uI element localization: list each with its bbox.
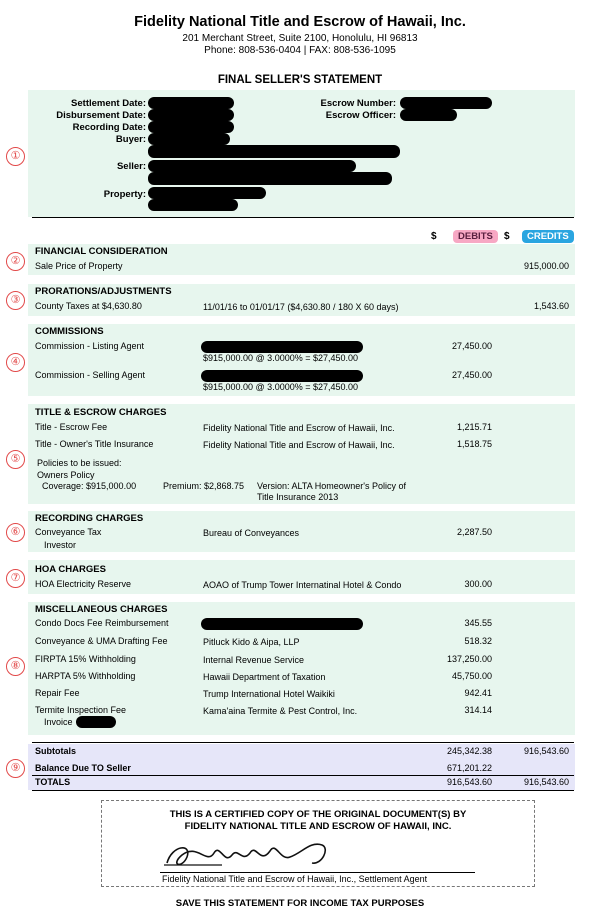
seller-label: Seller:	[116, 161, 146, 172]
settlement-agent: Fidelity National Title and Escrow of Hawaii, Inc., Settlement Agent	[162, 874, 428, 884]
certificate-line1: THIS IS A CERTIFIED COPY OF THE ORIGINAL DOCUMENT(S) BY	[169, 809, 467, 820]
certificate-line2: FIDELITY NATIONAL TITLE AND ESCROW OF HAWAII, INC.	[184, 821, 452, 832]
credits-header: CREDITS	[522, 230, 574, 243]
hoa-payee: AOAO of Trump Tower Internatinal Hotel & Condo	[203, 580, 402, 590]
hoa-debit: 300.00	[464, 579, 492, 589]
redaction	[148, 187, 266, 199]
marker-8: ⑧	[6, 657, 25, 676]
invoice-label: Invoice	[44, 717, 73, 727]
misc-row-debit: 137,250.00	[446, 654, 492, 664]
marker-9: ⑨	[6, 759, 25, 778]
commission-row-label: Commission - Selling Agent	[35, 370, 146, 380]
divider	[32, 775, 574, 776]
divider	[32, 217, 574, 218]
redaction	[400, 109, 457, 121]
misc-row-payee: Pitluck Kido & Aipa, LLP	[203, 637, 300, 647]
misc-row-label: Repair Fee	[35, 688, 80, 698]
misc-row-debit: 45,750.00	[451, 671, 492, 681]
company-name: Fidelity National Title and Escrow of Hawaii, Inc.	[134, 14, 466, 30]
prorations-title: PRORATIONS/ADJUSTMENTS	[35, 286, 172, 297]
commission-row-calc: $915,000.00 @ 3.0000% = $27,450.00	[203, 353, 359, 363]
commission-row-calc: $915,000.00 @ 3.0000% = $27,450.00	[203, 382, 359, 392]
statement-title: FINAL SELLER'S STATEMENT	[217, 74, 383, 86]
subtotals-label: Subtotals	[35, 746, 77, 756]
redaction	[148, 145, 400, 158]
policies-label: Policies to be issued:	[37, 458, 122, 468]
redaction	[148, 160, 356, 172]
misc-row-payee: Kama'aina Termite & Pest Control, Inc.	[203, 706, 358, 716]
county-taxes-label: County Taxes at $4,630.80	[35, 301, 142, 311]
recording-date-label: Recording Date:	[72, 122, 146, 133]
company-phone: Phone: 808-536-0404 | FAX: 808-536-1095	[204, 45, 396, 56]
county-taxes-detail: 11/01/16 to 01/01/17 ($4,630.80 / 180 X 60 days)	[203, 302, 399, 312]
escrow-number-label: Escrow Number:	[320, 98, 396, 109]
commission-row-debit: 27,450.00	[451, 341, 492, 351]
certificate-box	[101, 800, 535, 887]
sale-price-credit: 915,000.00	[523, 261, 569, 271]
recording-title: RECORDING CHARGES	[35, 513, 144, 524]
marker-7: ⑦	[6, 569, 25, 588]
redaction	[201, 341, 363, 353]
redaction	[148, 172, 392, 185]
redaction	[201, 618, 363, 630]
commission-row-label: Commission - Listing Agent	[35, 341, 145, 351]
misc-row-debit: 942.41	[464, 688, 492, 698]
property-label: Property:	[103, 189, 146, 200]
redaction	[148, 133, 230, 145]
redaction	[148, 121, 234, 133]
debits-dollar: $	[431, 231, 437, 242]
signature	[162, 835, 342, 873]
title-row-debit: 1,215.71	[456, 422, 492, 432]
financial-title: FINANCIAL CONSIDERATION	[35, 246, 168, 257]
divider	[32, 790, 574, 791]
conveyance-tax-payee: Bureau of Conveyances	[203, 528, 300, 538]
coverage-value: Coverage: $915,000.00	[42, 481, 137, 491]
hoa-label: HOA Electricity Reserve	[35, 579, 132, 589]
conveyance-tax-sub: Investor	[44, 540, 77, 550]
buyer-label: Buyer:	[115, 134, 146, 145]
owners-policy-label: Owners Policy	[37, 470, 95, 480]
misc-row-label: Conveyance & UMA Drafting Fee	[35, 636, 168, 646]
redaction	[76, 716, 116, 728]
marker-4: ④	[6, 353, 25, 372]
balance-debit: 671,201.22	[446, 763, 492, 773]
misc-row-payee: Internal Revenue Service	[203, 655, 305, 665]
redaction	[148, 97, 234, 109]
misc-row-label: Termite Inspection Fee	[35, 705, 127, 715]
escrow-officer-label: Escrow Officer:	[325, 110, 396, 121]
totals-debit: 916,543.60	[446, 777, 492, 787]
commissions-title: COMMISSIONS	[35, 326, 104, 337]
redaction	[148, 109, 234, 121]
marker-2: ②	[6, 252, 25, 271]
county-taxes-credit: 1,543.60	[533, 301, 569, 311]
misc-row-debit: 345.55	[464, 618, 492, 628]
debits-header: DEBITS	[453, 230, 498, 243]
misc-row-label: FIRPTA 15% Withholding	[35, 654, 136, 664]
misc-title: MISCELLANEOUS CHARGES	[35, 604, 168, 615]
sale-price-label: Sale Price of Property	[35, 261, 123, 271]
marker-5: ⑤	[6, 450, 25, 469]
misc-row-label: HARPTA 5% Withholding	[35, 671, 136, 681]
commission-row-debit: 27,450.00	[451, 370, 492, 380]
misc-row-payee: Trump International Hotel Waikiki	[203, 689, 335, 699]
title-escrow-title: TITLE & ESCROW CHARGES	[35, 407, 167, 418]
redaction	[148, 199, 238, 211]
disbursement-date-label: Disbursement Date:	[56, 110, 146, 121]
settlement-date-label: Settlement Date:	[71, 98, 146, 109]
misc-row-debit: 518.32	[464, 636, 492, 646]
title-row-payee: Fidelity National Title and Escrow of Hawaii, Inc.	[203, 423, 395, 433]
redaction	[400, 97, 492, 109]
subtotals-credit: 916,543.60	[523, 746, 569, 756]
misc-row-label: Condo Docs Fee Reimbursement	[35, 618, 169, 628]
policy-version-cont: Title Insurance 2013	[257, 492, 339, 502]
credits-dollar: $	[504, 231, 510, 242]
totals-label: TOTALS	[35, 777, 71, 787]
totals-credit: 916,543.60	[523, 777, 569, 787]
footer-note: SAVE THIS STATEMENT FOR INCOME TAX PURPOSES	[175, 898, 425, 909]
redaction	[201, 370, 363, 382]
title-row-label: Title - Owner's Title Insurance	[35, 439, 154, 449]
marker-6: ⑥	[6, 523, 25, 542]
signature-line	[160, 872, 475, 873]
marker-3: ③	[6, 291, 25, 310]
divider	[32, 742, 574, 743]
title-row-label: Title - Escrow Fee	[35, 422, 108, 432]
company-address: 201 Merchant Street, Suite 2100, Honolulu, HI 96813	[182, 33, 418, 44]
hoa-title: HOA CHARGES	[35, 564, 106, 575]
conveyance-tax-debit: 2,287.50	[456, 527, 492, 537]
balance-label: Balance Due TO Seller	[35, 763, 131, 773]
conveyance-tax-label: Conveyance Tax	[35, 527, 102, 537]
policy-version: Version: ALTA Homeowner's Policy of	[257, 481, 406, 491]
misc-row-debit: 314.14	[464, 705, 492, 715]
misc-row-payee: Hawaii Department of Taxation	[203, 672, 326, 682]
subtotals-debit: 245,342.38	[446, 746, 492, 756]
marker-1: ①	[6, 147, 25, 166]
premium-value: Premium: $2,868.75	[163, 481, 245, 491]
title-row-debit: 1,518.75	[456, 439, 492, 449]
title-row-payee: Fidelity National Title and Escrow of Hawaii, Inc.	[203, 440, 395, 450]
